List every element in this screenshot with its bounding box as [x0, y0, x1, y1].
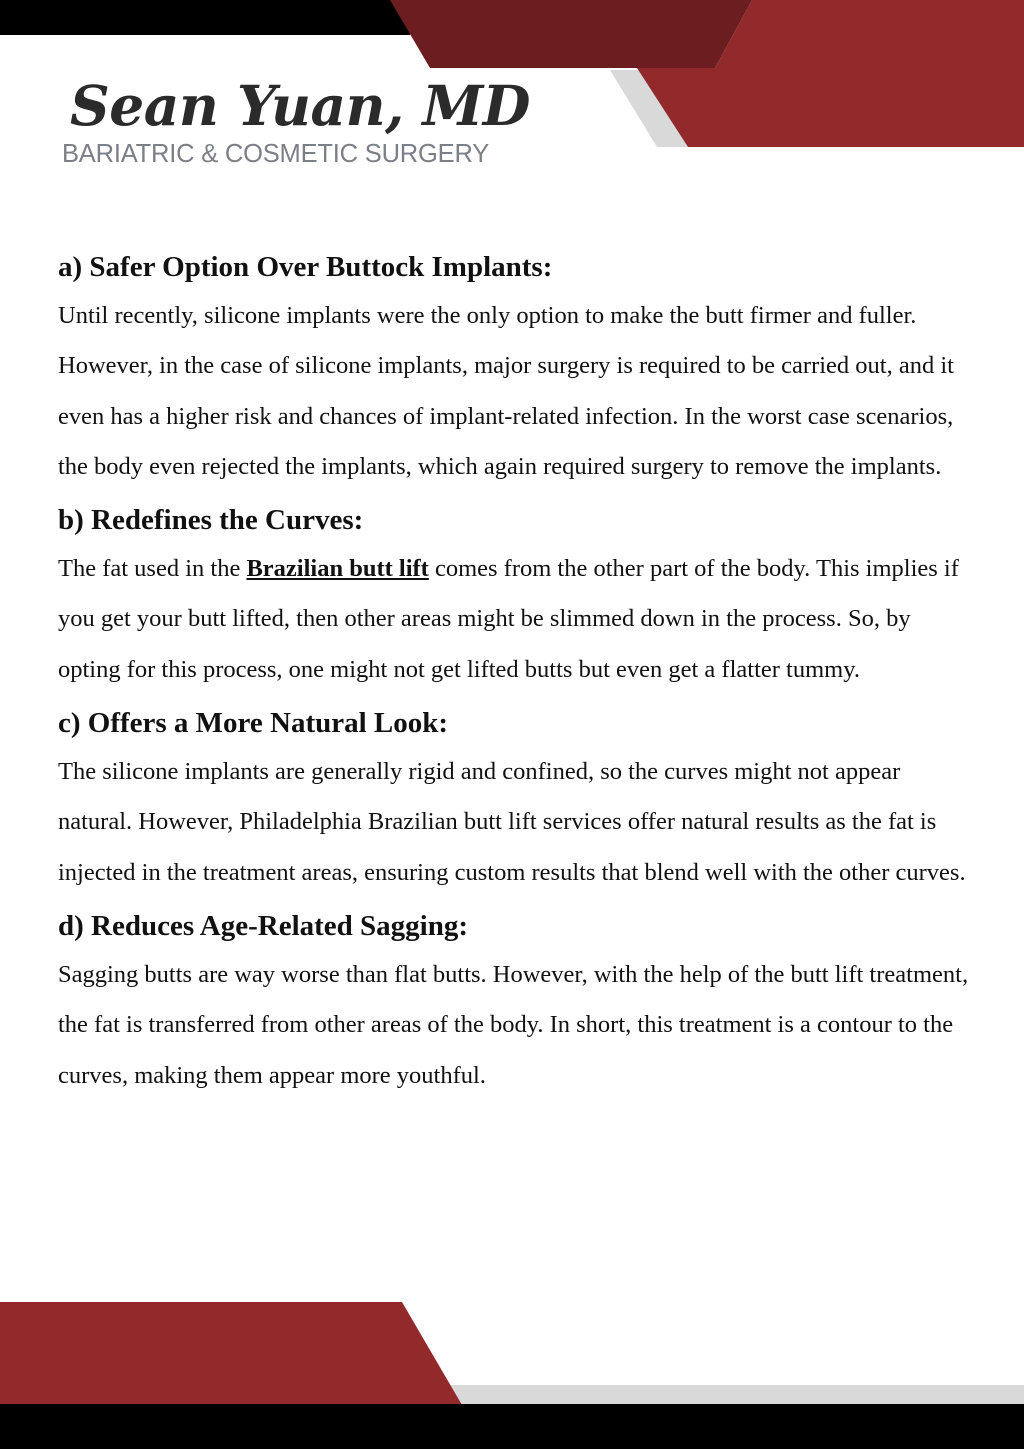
section-text-age-sagging: Sagging butts are way worse than flat butts. However, with the help of the butt lift treatment, the fat is transferred from other areas of the body. In short, this treatment is a contour to the curves, making them appear more youthful.	[58, 960, 969, 1089]
section-heading-age-sagging: d) Reduces Age-Related Sagging:	[58, 909, 469, 942]
section-text-safer-option: Until recently, silicone implants were the only option to make the butt firmer and fuller. However, in the case of silicone implants, major surgery is required to be carried out, and it even has a higher risk and chances of implant-related infection. In the worst case scenarios, the body even rejected the implants, which again required surgery to remove the implants.	[58, 302, 954, 480]
footer-gray-stripe	[440, 1385, 1024, 1405]
section-heading-natural-look: c) Offers a More Natural Look:	[58, 707, 449, 740]
header-black-bar	[0, 0, 430, 35]
footer-black-bar	[0, 1404, 1024, 1449]
section-text-part: The fat used in the	[58, 555, 247, 583]
section-text-part: comes from the other part of the body. This implies if you get your butt lifted, then other areas might be slimmed down in the process. So, by opting for this process, one might not get lifted butts but even get a flatter tummy.	[58, 555, 959, 683]
section-text-natural-look: The silicone implants are generally rigid and confined, so the curves might not appear natural. However, Philadelphia Brazilian butt lift services offer natural results as the fat is injected in the treatment areas, ensuring custom results that blend well with the other curves.	[58, 758, 966, 886]
footer-red-block	[0, 1302, 462, 1405]
section-heading-redefines-curves: b) Redefines the Curves:	[58, 504, 364, 537]
main-content	[58, 243, 978, 1105]
brazilian-butt-lift-link[interactable]: Brazilian butt lift	[246, 555, 429, 583]
section-heading-safer-option: a) Safer Option Over Buttock Implants:	[58, 251, 553, 283]
logo	[62, 74, 530, 170]
logo-tagline: BARIATRIC & COSMETIC SURGERY	[62, 140, 490, 168]
header-dark-red-band	[390, 0, 752, 68]
logo-name: Sean Yuan, MD	[70, 73, 530, 138]
section-text-redefines-curves	[58, 544, 978, 695]
